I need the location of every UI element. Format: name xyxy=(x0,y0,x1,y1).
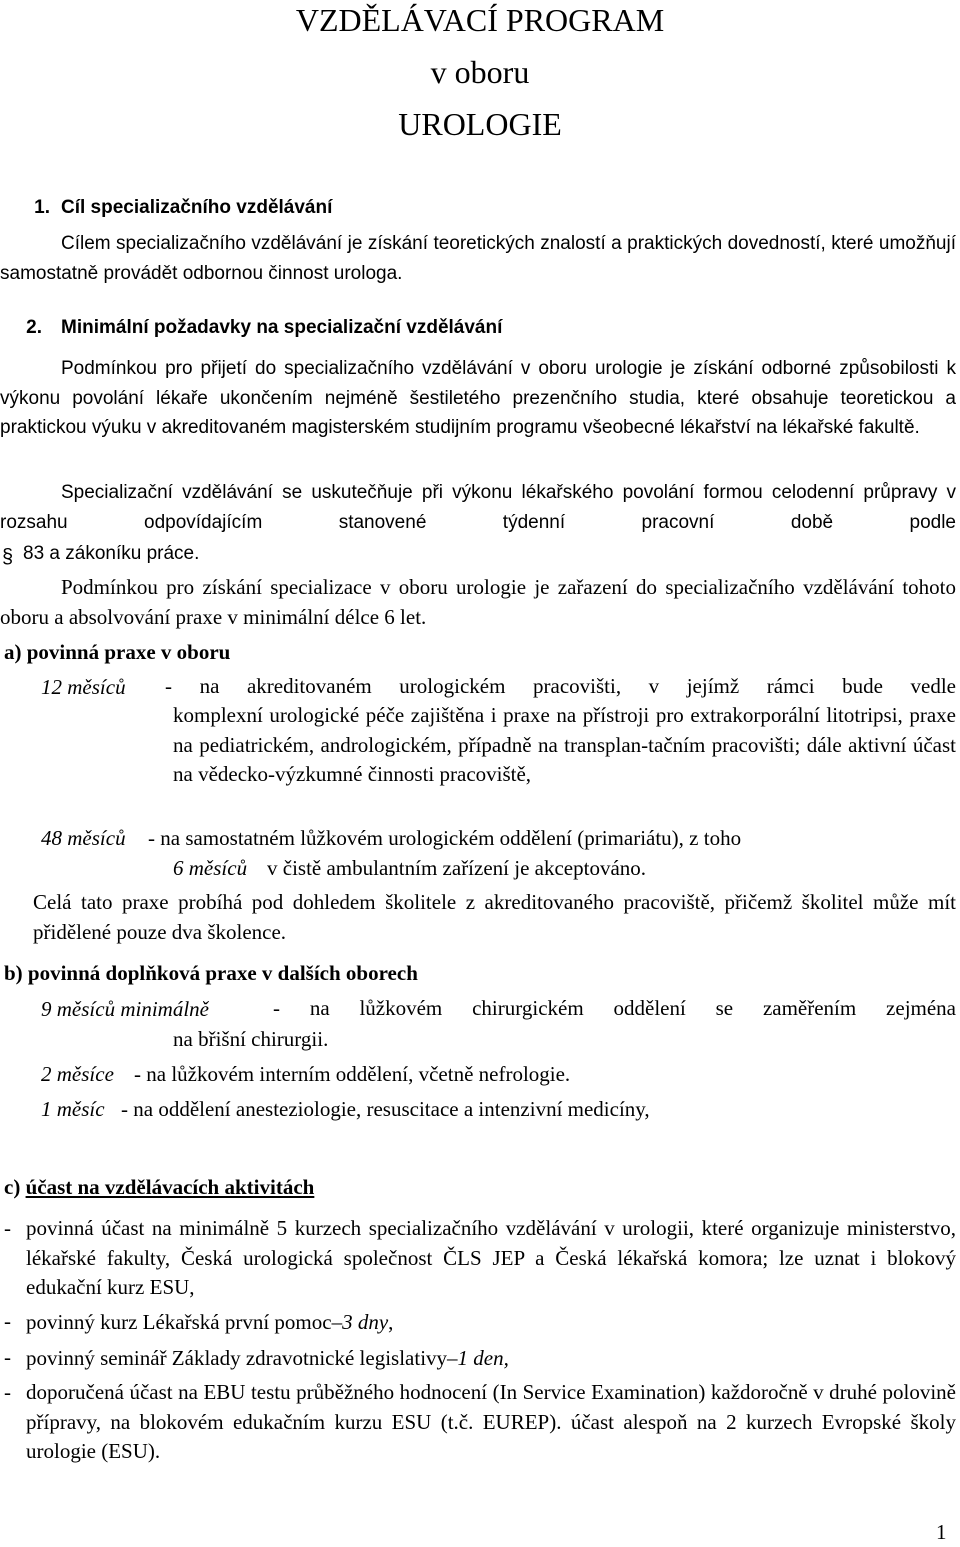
part-c-item-3-duration: 1 den, xyxy=(457,1346,509,1370)
part-c-item-4: doporučená účast na EBU testu průběžného hodnocení (In Service Examination) každoročně v druhé polovině přípravy, na blokovém edukačním kurzu ESU (t.č. EUREP). účast alespoň na 2 kurzech Evropské školy urologie (ESU). xyxy=(26,1380,956,1463)
section-2-paragraph-2: Specializační vzdělávání se uskutečňuje při výkonu lékařského povolání formou celodenní průpravy v rozsahu odpovídajícím stanovené týdenní pracovní době podle xyxy=(0,482,956,533)
section-2-heading: Minimální požadavky na specializační vzdělávání xyxy=(61,317,503,338)
page-number: 1 xyxy=(936,1520,947,1544)
part-a-item-1-duration: 12 měsíců xyxy=(41,675,126,699)
part-b-item-1-text-rest: na břišní chirurgii. xyxy=(173,1027,329,1051)
part-c-item-2-end: , xyxy=(388,1310,394,1334)
section-1-heading: Cíl specializačního vzdělávání xyxy=(61,197,333,218)
part-c-item-2 xyxy=(26,1310,393,1334)
section-2-number: 2. xyxy=(26,317,42,338)
part-a-heading: a) povinná praxe v oboru xyxy=(4,640,231,664)
part-a-item-1-text-first: - na akreditovaném urologickém pracovišti, v jejímž rámci bude vedle xyxy=(165,674,956,698)
part-c-item-2-duration: 3 dny xyxy=(342,1310,389,1334)
section-2-paragraph-3: Podmínkou pro získání specializace v oboru urologie je zařazení do specializačního vzdělávání tohoto oboru a absolvování praxe v minimální délce 6 let. xyxy=(0,575,956,629)
part-a-note: Celá tato praxe probíhá pod dohledem školitele z akreditovaného pracoviště, přičemž školitel může mít přidělené pouze dva školence. xyxy=(33,890,956,944)
section-2-paragraph-2-end: 83 a zákoníku práce. xyxy=(23,543,200,564)
section-2-paragraph-1: Podmínkou pro přijetí do specializačního vzdělávání v oboru urologie je získání odborné způsobilosti k výkonu povolání lékaře ukončením nejméně šestiletého prezenčního studia, které obsahuje teoretickou a praktickou výuku v akreditovaném magisterském studijním programu všeobecné lékařství na lékařské fakultě. xyxy=(0,358,956,438)
part-b-heading: b) povinná doplňková praxe v dalších oborech xyxy=(4,961,418,985)
part-b-item-2-duration: 2 měsíce xyxy=(41,1062,114,1086)
section-1-text: Cílem specializačního vzdělávání je získání teoretických znalostí a praktických dovedností, které umožňují samostatně provádět odbornou činnost urologa. xyxy=(0,233,956,284)
part-c-heading xyxy=(4,1175,314,1199)
part-b-item-3-duration: 1 měsíc xyxy=(41,1097,105,1121)
section-sign: § xyxy=(2,546,14,568)
part-c-heading-underlined: účast na vzdělávacích aktivitách xyxy=(25,1175,315,1199)
part-a-item-1-text-rest: komplexní urologické péče zajištěna i praxe na přístroji pro extrakorporální litotripsi, praxe na pediatrickém, andrologickém, případně na transplan-tačním pracovišti; dále aktivní účast na vědecko-výzkumné činnosti pracoviště, xyxy=(173,703,956,786)
document-subtitle-specialty: UROLOGIE xyxy=(398,106,562,142)
part-c-bullet-1: - xyxy=(4,1216,11,1240)
part-a-item-2-duration: 48 měsíců xyxy=(41,826,126,850)
part-c-bullet-2: - xyxy=(4,1309,11,1333)
part-a-item-2-sub-text: v čistě ambulantním zařízení je akceptováno. xyxy=(267,856,647,880)
part-b-item-3-text: - na oddělení anesteziologie, resuscitace a intenzivní medicíny, xyxy=(121,1097,650,1121)
part-b-item-1-duration: 9 měsíců minimálně xyxy=(41,997,209,1021)
section-1-number: 1. xyxy=(34,197,50,218)
part-c-item-3 xyxy=(26,1346,509,1370)
part-a-item-2-text: - na samostatném lůžkovém urologickém oddělení (primariátu), z toho xyxy=(148,826,742,850)
part-c-item-1: povinná účast na minimálně 5 kurzech specializačního vzdělávání v urologii, které organizuje ministerstvo, lékařské fakulty, Česká urologická společnost ČLS JEP a Česká lékařská komora; lze uznat i blokový edukační kurz ESU, xyxy=(26,1216,956,1299)
part-b-item-1-text-first: - na lůžkovém chirurgickém oddělení se zaměřením zejména xyxy=(273,996,956,1020)
part-a-item-2-sub-duration: 6 měsíců xyxy=(173,856,248,880)
part-c-bullet-3: - xyxy=(4,1345,11,1369)
document-subtitle-field: v oboru xyxy=(430,54,530,90)
part-b-item-2-text: - na lůžkovém interním oddělení, včetně nefrologie. xyxy=(134,1062,571,1086)
part-c-item-3-text: povinný seminář Základy zdravotnické legislativy– xyxy=(26,1346,458,1370)
part-c-item-2-text: povinný kurz Lékařská první pomoc– xyxy=(26,1310,343,1334)
part-c-bullet-4: - xyxy=(4,1380,11,1404)
document-title: VZDĚLÁVACÍ PROGRAM xyxy=(295,2,665,38)
part-c-heading-prefix: c) xyxy=(4,1175,26,1199)
